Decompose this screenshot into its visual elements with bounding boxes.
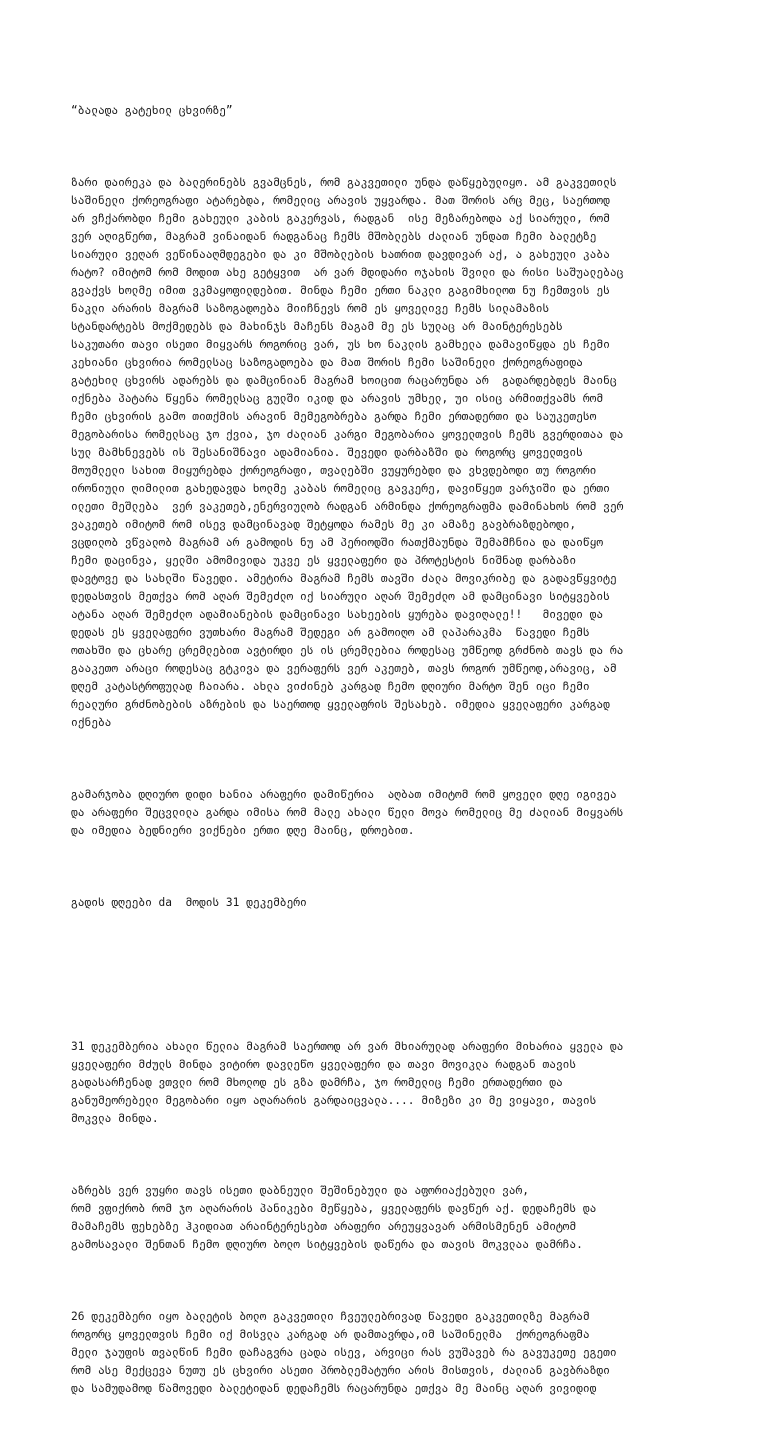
document-title: “ბალადა გატეხილ ცხვირზე” — [71, 104, 233, 117]
paragraph-3: გადის დღეები da მოდის 31 დეკემბერი — [71, 896, 307, 909]
paragraph-5: აზრებს ვერ ვუყრი თავს ისეთი დაბნეული შეშინებული და აფორიაქებული ვარ, რომ ვფიქრობ რომ ჯო აღარარის პანიკები მეწყება, ყველაფერს დავწერ აქ. დედაჩემს და მამაჩემს ფეხებზე ჰკიდიათ არაინტერესებთ არაფერი არეუყვავარ არმისმენენ ამიტომ გამოსავალი შენთან ჩემო დღიურო ბოლო სიტყვების დაწერა და თავის მოკვლაა დამრჩა. — [71, 1184, 597, 1251]
paragraph-6: 26 დეკემბერი იყო ბალეტის ბოლო გაკვეთილი ჩვეულებრივად წავედი გაკვეთილზე მაგრამ როგორც ყოველთვის ჩემი იქ მისვლა კარგად არ დამთავრდა,იმ საშინელმა ქორეოგრაფმა მელი ჯაუფის თვალწინ ჩემი დაჩაგვრა ცადა ისევ, არვიცი რას ვუშავებ რა გავუკეთე ეგეთი რომ ასე მექცევა ნუთუ ეს ცხვირი ასეთი პრობლემატური არის მისთვის, ძალიან გავბრაზდი და სამუდამოდ წამოვედი ბალეტიდან დედაჩემს რაცარუნდა ეთქვა მე მაინც აღარ ვივიდიდ — [71, 1310, 617, 1395]
document-body — [71, 66, 711, 1434]
paragraph-2: გამარჯობა დღიურო დიდი ხანია არაფერი დამიწერია აღბათ იმიტომ რომ ყოველი დღე იგივეა და არაფერი შეცვლილა გარდა იმისა რომ მალე ახალი წელი მოვა რომელიც მე ძალიან მიყვარს და იმედია ბედნიერი ვიქნები ერთი დღე მაინც, დროებით. — [71, 788, 624, 837]
paragraph-4: 31 დეკემბერია ახალი წელია მაგრამ საერთოდ არ ვარ მხიარულად არაფერი მიხარია ყველა და ყველაფერი მძულს მინდა ვიტირო დავლეწო ყველაფერი და თავი მოვიკლა რადგან თავის გადასარჩენად ვთვლი რომ მხოლოდ ეს გზა დამრჩა, ჯო რომელიც ჩემი ერთადერთი და განუმეორებელი მეგობარი იყო აღარარის გარდაიცვალა.... მიზეზი კი მე ვიყავი, თავის მოკვლა მინდა. — [71, 1040, 624, 1125]
paragraph-1: ზარი დაირეკა და ბალერინებს გვამცნეს, რომ გაკვეთილი უნდა დაწყებულიყო. ამ გაკვეთილს საშინელი ქორეოგრაფი ატარებდა, რომელიც არავის უყვარდა. მათ შორის არც მეც, საერთოდ არ ვჩქარობდი ჩემი გახეული კაბის გაკერვას, რადგან ისე მეზარებოდა აქ სიარული, რომ ვერ აღიგწერთ, მაგრამ ვინაიდან რადგანაც ჩემს მშობლებს ძალიან უნდათ ჩემი ბალეტზე სიარული ვეღარ ვეწინააღმდეგები და კი მშობლების ხათრით დავდივარ აქ, ა გახეული კაბა რატო? იმიტომ რომ მოდით ახე გეტყვით არ ვარ მდიდარი ოჯახის შვილი და რისი საშუალებაც გვაქვს ხოლმე იმით ვკმაყოფილდებით. მინდა ჩემი ერთი ნაკლი გაგიმხილოთ ნუ ჩემთვის ეს ნაკლი არარის მაგრამ საზოგადოება მიიჩნევს რომ ეს ყოველივე ჩემს სილამაზის სტანდარტებს მოქმედებს და მახინჯს მაჩენს მაგამ მე ეს სულაც არ მაინტერესებს საკუთარი თავი ისეთი მიყვარს როგორიც ვარ, უს ხო ნაკლის გამხელა დამავიწყდა ეს ჩემი კეხიანი ცხვირია რომელსაც საზოგადოება და მათ შორის ჩემი საშინელი ქორეოგრაფიდა გატეხილ ცხვირს ადარებს და დამცინიან მაგრამ ხოიცით რაცარუნდა არ გადარდებდეს მაინც იქნება პატარა წყენა რომელსაც გულში იკიდ და არავის უმხელ, უი ისიც არმითქვამს რომ ჩემი ცხვირის გამო თითქმის არავინ მემეგობრება გარდა ჩემი ერთადერთი და საუკეთესო მეგობარისა რომელსაც ჯო ქვია, ჯო ძალიან კარგი მეგობარია ყოველთვის ჩემს გვერდითაა და სულ მამხნევებს ის შესანიშნავი ადამიანია. შევედი დარბაზში და როგორც ყოველთვის მოუმლელი სახით მიყურებდა ქორეოგრაფი, თვალებში ვუყურებდი და ვხვდებოდი თუ როგორი ირონიული ღიმილით გახედავდა ხოლმე კაბას რომელიც გავკერე, დავიწყეთ ვარჯიში და ერთი ილეთი მეშლება ვერ ვაკეთებ,ენერვიულობ რადგან არმინდა ქორეოგრაფმა დამინახოს რომ ვერ ვაკეთებ იმიტომ რომ ისევ დამცინავად შეტყოდა რამეს მე კი ამაზე გავბრაზდებოდი, ვცდილობ ვწვალობ მაგრამ არ გამოდის ნუ ამ პერიოდში რათქმაუნდა შემამჩნია და დაიწყო ჩემი დაცინვა, ყელში ამომივიდა უკვე ეს ყველაფერი და პროტესტის ნიშნად დარბაზი დავტოვე და სახლში წავედი. ამეტირა მაგრამ ჩემს თავში ძალა მოვიკრიბე და გადავწყვიტე დედასთვის მეთქვა რომ აღარ შემეძლო იქ სიარული აღარ შემეძლო ამ დამცინავი სიტყვების ატანა აღარ შემეძლო ადამიანების დამცინავი სახეების ყურება დავიღალე!! მივედი და დედას ეს ყველაფერი ვუთხარი მაგრამ შედეგი არ გამოიღო ამ ლაპარაკმა წავედი ჩემს ოთახში და ცხარე ცრემლებით ავტირდი ეს ის ცრემლებია როდესაც უმწეოდ გრძნობ თავს და რა გააკეთო არაცი როდესაც გტკივა და ვერაფერს ვერ აკეთებ, თავს როგორ უმწეოდ,არავიც, ამ დღემ კატასტროფულად ჩაიარა. ახლა ვიძინებ კარგად ჩემო დღიური მარტო შენ იცი ჩემი რეალური გრძნობების აზრების და საერთოდ ყველაფრის შესახებ. იმედია ყველაფერი კარგად იქნება — [71, 176, 624, 729]
